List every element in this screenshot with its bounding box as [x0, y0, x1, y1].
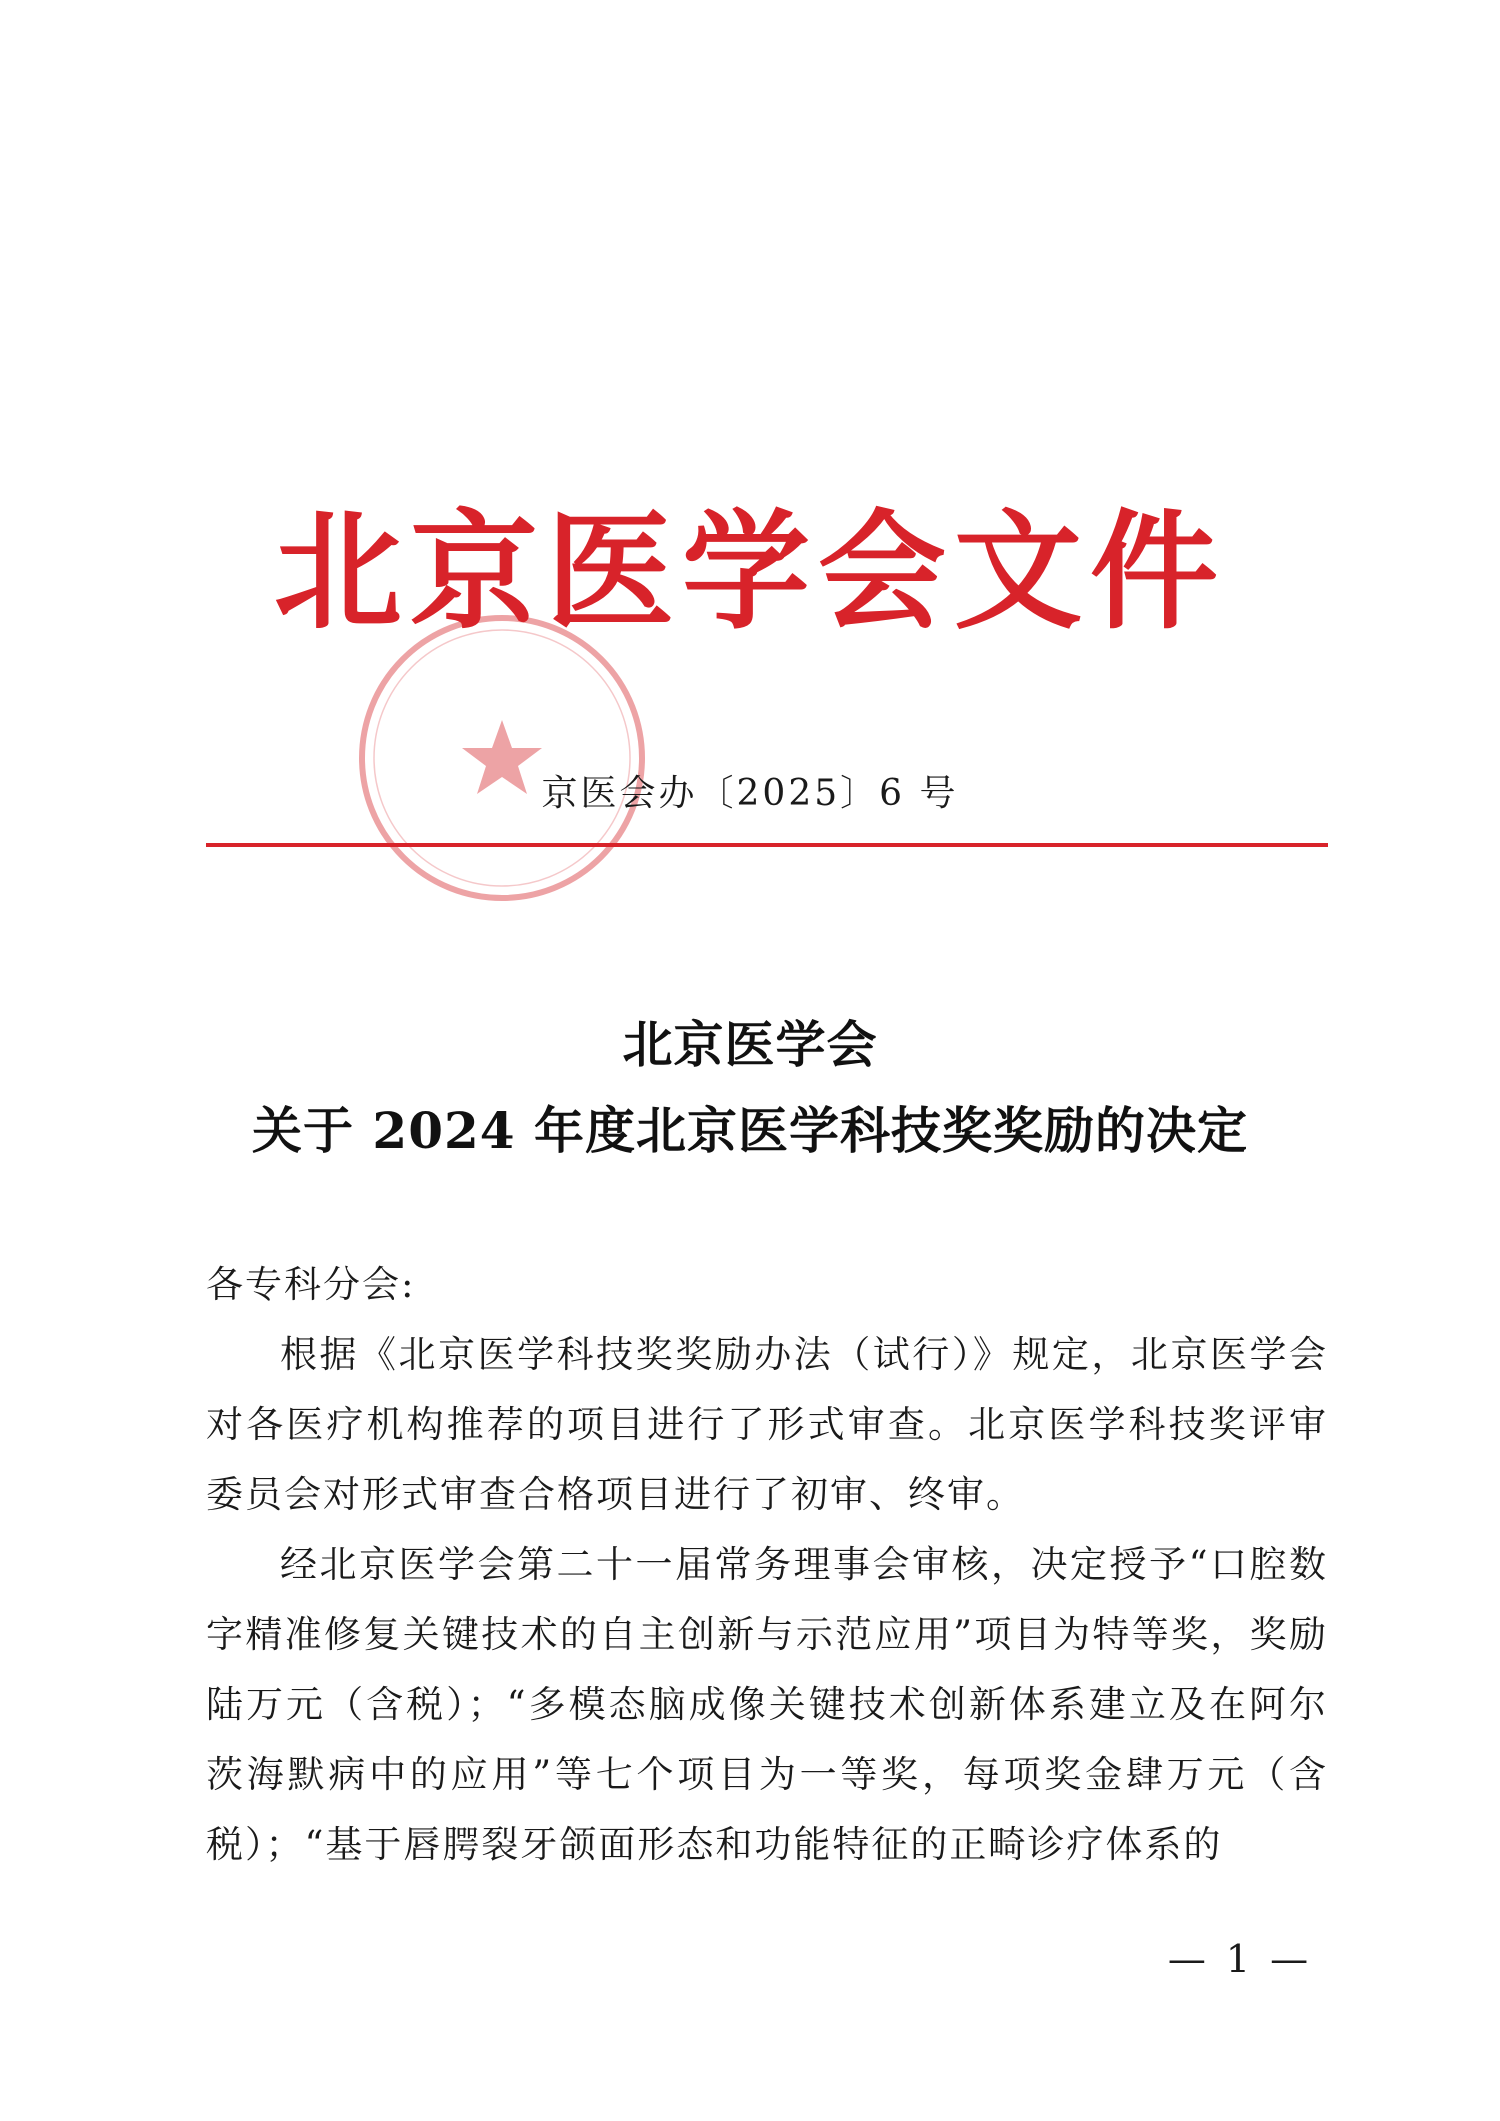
- document-header-title: 北京医学会文件: [273, 498, 1226, 647]
- official-seal-icon: [352, 608, 652, 908]
- body-paragraph-1: 根据《北京医学科技奖奖励办法（试行）》规定，北京医学会对各医疗机构推荐的项目进行了形式审查。北京医学科技奖评审委员会对形式审查合格项目进行了初审、终审。: [206, 1333, 1328, 1516]
- body-paragraph-2: 经北京医学会第二十一届常务理事会审核，决定授予“口腔数字精准修复关键技术的自主创新与示范应用”项目为特等奖，奖励陆万元（含税）；“多模态脑成像关键技术创新体系建立及在阿尔茨海默病中的应用”等七个项目为一等奖，每项奖金肆万元（含税）；“基于唇腭裂牙颌面形态和功能特征的正畸诊疗体系的: [206, 1543, 1328, 1866]
- document-title-line-1: 北京医学会: [622, 1015, 878, 1074]
- document-body: [206, 1250, 1328, 1880]
- document-number: 京医会办〔2025〕6 号: [541, 773, 959, 814]
- document-title-line-2: 关于 2024 年度北京医学科技奖奖励的决定: [252, 1101, 1248, 1160]
- salutation: 各专科分会:: [206, 1263, 416, 1306]
- page-number: — 1 —: [1167, 1937, 1313, 1981]
- red-divider-line: [206, 843, 1328, 847]
